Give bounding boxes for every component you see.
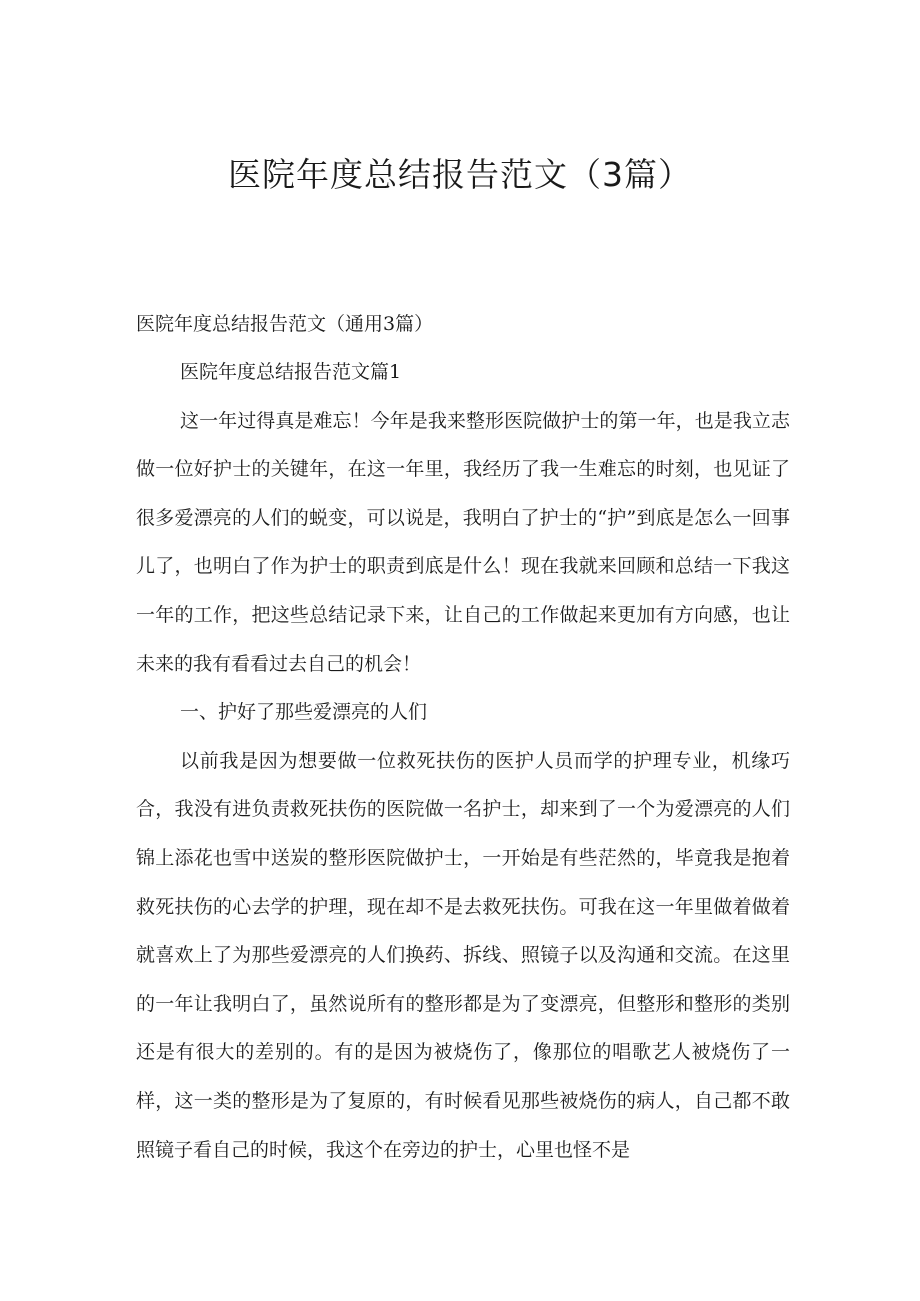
subsection-heading: 一、护好了那些爱漂亮的人们 bbox=[180, 701, 428, 724]
document-body bbox=[136, 304, 790, 1174]
body-paragraph: 以前我是因为想要做一位救死扶伤的医护人员而学的护理专业，机缘巧合，我没有进负责救死扶伤的医院做一名护士，却来到了一个为爱漂亮的人们锦上添花也雪中送炭的整形医院做护士，一开始是有些茫然的，毕竟我是抱着救死扶伤的心去学的护理，现在却不是去救死扶伤。可我在这一年里做着做着就喜欢上了为那些爱漂亮的人们换药、拆线、照镜子以及沟通和交流。在这里的一年让我明白了，虽然说所有的整形都是为了变漂亮，但整形和整形的类别还是有很大的差别的。有的是因为被烧伤了，像那位的唱歌艺人被烧伤了一样，这一类的整形是为了复原的，有时候看见那些被烧伤的病人，自己都不敢照镜子看自己的时候，我这个在旁边的护士，心里也怪不是 bbox=[136, 749, 790, 1161]
body-paragraph: 这一年过得真是难忘！今年是我来整形医院做护士的第一年，也是我立志做一位好护士的关键年，在这一年里，我经历了我一生难忘的时刻，也见证了很多爱漂亮的人们的蜕变，可以说是，我明白了护士的“护”到底是怎么一回事儿了，也明白了作为护士的职责到底是什么！现在我就来回顾和总结一下我这一年的工作，把这些总结记录下来，让自己的工作做起来更加有方向感，也让未来的我有看看过去自己的机会！ bbox=[136, 409, 790, 675]
document-title: 医院年度总结报告范文（3篇） bbox=[228, 155, 692, 194]
section-heading: 医院年度总结报告范文篇1 bbox=[180, 361, 402, 383]
document-subtitle: 医院年度总结报告范文（通用3篇） bbox=[136, 313, 434, 335]
